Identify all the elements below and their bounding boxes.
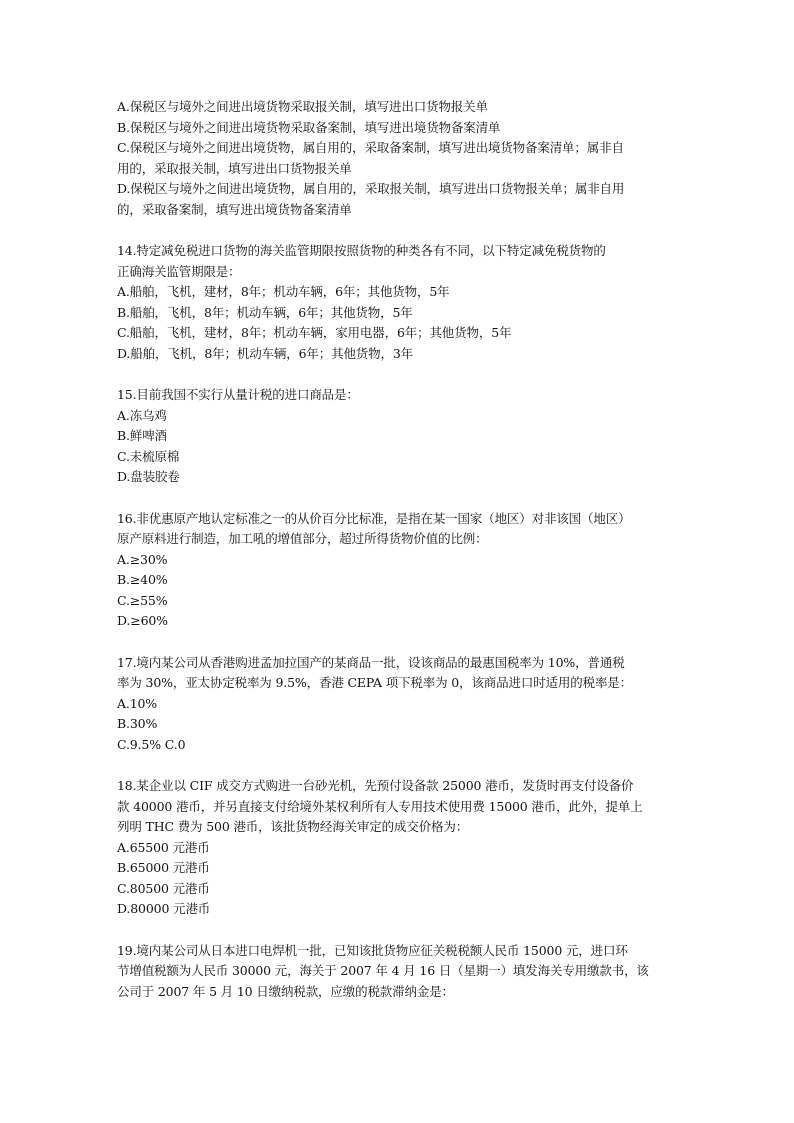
q15-option-b: B.鲜啤酒: [117, 428, 167, 443]
question-list: [117, 97, 677, 1002]
question-14: [117, 241, 677, 364]
q16-stem-line-1: 16.非优惠原产地认定标准之一的从价百分比标准，是指在某一国家（地区）对非该国（地区）: [117, 510, 631, 526]
q15-option-a: A.冻乌鸡: [117, 407, 167, 423]
q17-stem-line-1: 17.境内某公司从香港购进孟加拉国产的某商品一批，设该商品的最惠国税率为 10%，普通税: [117, 654, 625, 670]
q14-stem-line-2: 正确海关监管期限是：: [117, 263, 241, 279]
q18-option-b: B.65000 元港币: [117, 860, 210, 875]
q18-stem-line-3: 列明 THC 费为 500 港币，该批货物经海关审定的成交价格为：: [117, 819, 469, 834]
q16-stem-line-2: 原产原料进行制造，加工吼的增值部分，超过所得货物价值的比例：: [117, 531, 488, 546]
q19-stem-line-1: 19.境内某公司从日本进口电焊机一批，已知该批货物应征关税税额人民币 15000 元，进口环: [117, 942, 628, 958]
question-19: [117, 941, 677, 1003]
q18-stem-line-1: 18.某企业以 CIF 成交方式购进一台砂光机，先预付设备款 25000 港币，发货时再支付设备价: [117, 778, 634, 793]
q18-option-a: A.65500 元港币: [117, 839, 210, 855]
q17-option-b: B.30%: [117, 716, 158, 731]
question-16: [117, 509, 677, 632]
q18-option-d: D.80000 元港币: [117, 901, 211, 916]
q16-option-b: B.≥40%: [117, 572, 168, 587]
question-17: [117, 653, 677, 756]
q13-option-c-cont: 用的，采取报关制，填写进出口货物报关单: [117, 160, 352, 176]
q13-option-b: B.保税区与境外之间进出境货物采取备案制，填写进出境货物备案清单: [117, 119, 501, 135]
q14-option-a: A.船舶，飞机，建材，8年；机动车辆，6年；其他货物，5年: [117, 284, 450, 299]
question-18: [117, 776, 677, 920]
q17-stem-line-2: 率为 30%，亚太协定税率为 9.5%，香港 CEPA 项下税率为 0，该商品进口时适用的税率是：: [117, 675, 632, 690]
q15-stem: 15.目前我国不实行从量计税的进口商品是：: [117, 387, 359, 402]
q18-option-c: C.80500 元港币: [117, 880, 210, 896]
q13-option-d-cont: 的，采取备案制，填写进出境货物备案清单: [117, 201, 352, 217]
question-15: [117, 385, 677, 488]
q18-stem-line-2: 款 40000 港币，并另直接支付给境外某权利所有人专用技术使用费 15000 港币，此外，提单上: [117, 798, 643, 814]
q14-option-d: D.船舶，飞机，8年；机动车辆，6年；其他货物，3年: [117, 345, 414, 361]
q14-stem-line-1: 14.特定减免税进口货物的海关监管期限按照货物的种类各有不同，以下特定减免税货物的: [117, 243, 606, 258]
q17-option-a: A.10%: [117, 695, 158, 711]
q15-option-c: C.未梳原棉: [117, 448, 180, 464]
q13-option-c: C.保税区与境外之间进出境货物，属自用的，采取备案制，填写进出境货物备案清单；属非自: [117, 140, 624, 155]
q16-option-c: C.≥55%: [117, 592, 168, 608]
q14-option-c: C.船舶，飞机，建材，8年；机动车辆，家用电器，6年；其他货物，5年: [117, 325, 512, 340]
q17-option-c: C.9.5% C.0: [117, 736, 186, 752]
q14-option-b: B.船舶，飞机，8年；机动车辆，6年；其他货物，5年: [117, 304, 413, 320]
q19-stem-line-3: 公司于 2007 年 5 月 10 日缴纳税款，应缴的税款滞纳金是：: [117, 983, 454, 999]
q16-option-a: A.≥30%: [117, 551, 168, 567]
q13-option-a: A.保税区与境外之间进出境货物采取报关制，填写进出口货物报关单: [117, 99, 488, 114]
q19-stem-line-2: 节增值税额为人民币 30000 元，海关于 2007 年 4 月 16 日（星期一）填发海关专用缴款书，该: [117, 963, 649, 978]
q16-option-d: D.≥60%: [117, 613, 168, 628]
q13-option-d: D.保税区与境外之间进出境货物，属自用的，采取报关制，填写进出口货物报关单；属非自用: [117, 181, 625, 196]
q15-option-d: D.盘装胶卷: [117, 469, 180, 484]
question-13-options: [117, 97, 677, 220]
